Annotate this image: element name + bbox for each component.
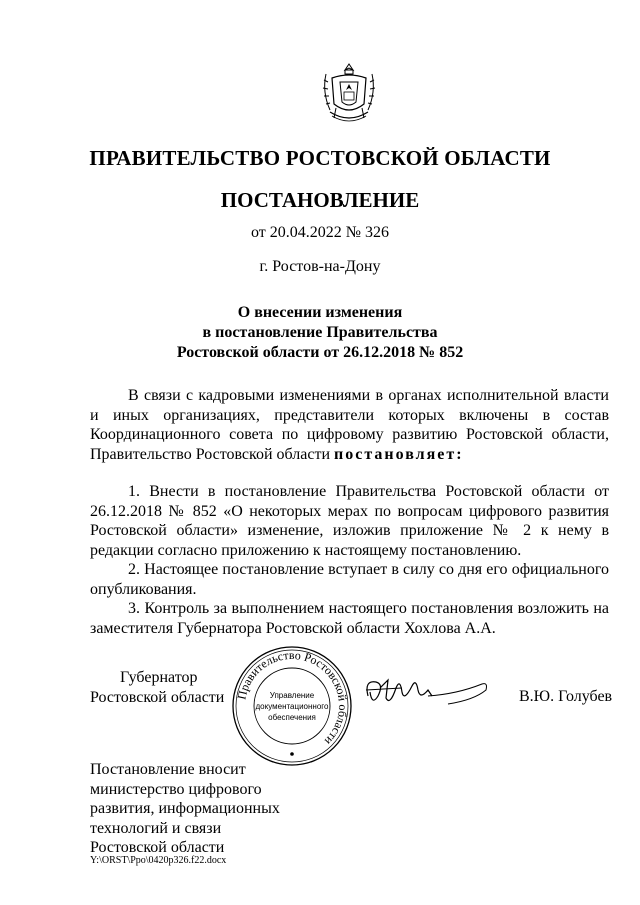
signatory-title-line-1: Губернатор — [120, 669, 198, 686]
stamp-inner-line-3: обеспечения — [268, 713, 316, 722]
document-date-number: от 20.04.2022 № 326 — [250, 224, 390, 241]
submitter-line-2: министерство цифрового — [90, 780, 262, 798]
official-stamp — [230, 644, 354, 768]
subject-line-2: в постановление Правительства — [202, 324, 438, 341]
preamble-paragraph — [90, 386, 609, 464]
submitter-line-3: развития, информационных — [90, 800, 280, 817]
decree-item-1: 1. Внести в постановление Правительства Ростовской области от 26.12.2018 № 852 «О некоторых мерах по вопросам цифрового развития Ростовской области» изменение, изложив приложение № 2 к нему в редакции согласно приложению к настоящему постановлению. — [90, 483, 609, 559]
subject-line-3: Ростовской области от 26.12.2018 № 852 — [176, 344, 464, 361]
preamble-text: В связи с кадровыми изменениями в органах исполнительной власти и иных организациях, представители которых включены в состав Координационного совета по цифровому развитию Ростовской области, Правительство Ростовской области — [90, 387, 609, 463]
signatory-title — [90, 668, 225, 708]
submitter-line-1: Постановление вносит — [90, 761, 246, 778]
document-type: ПОСТАНОВЛЕНИЕ — [220, 188, 420, 212]
stamp-inner-line-2: документационного — [255, 702, 329, 711]
stamp-outer-text: Правительство Ростовской области — [234, 647, 351, 749]
decree-word: постановляет: — [334, 445, 464, 463]
decree-items — [90, 482, 609, 638]
decree-item-2: 2. Настоящее постановление вступает в силу со дня его официального опубликования. — [90, 561, 609, 598]
signatory-name: В.Ю. Голубев — [519, 688, 613, 705]
document-subject — [0, 303, 640, 363]
submitter-block — [90, 760, 310, 858]
submitter-line-4: технологий и связи — [90, 819, 222, 837]
coat-of-arms-emblem — [318, 62, 380, 128]
file-path: Y:\ORST\Ppo\0420p326.f22.docx — [90, 855, 227, 866]
signatory-title-line-2: Ростовской области — [90, 689, 225, 706]
subject-line-1: О внесении изменения — [237, 304, 403, 321]
organization-title: ПРАВИТЕЛЬСТВО РОСТОВСКОЙ ОБЛАСТИ — [89, 146, 551, 170]
handwritten-signature — [362, 666, 494, 716]
document-city: г. Ростов-на-Дону — [259, 258, 381, 275]
stamp-inner-line-1: Управление — [269, 691, 315, 700]
decree-item-3: 3. Контроль за выполнением настоящего постановления возложить на заместителя Губернатора Ростовской области Хохлова А.А. — [90, 600, 609, 637]
submitter-line-5: Ростовской области — [90, 839, 225, 856]
